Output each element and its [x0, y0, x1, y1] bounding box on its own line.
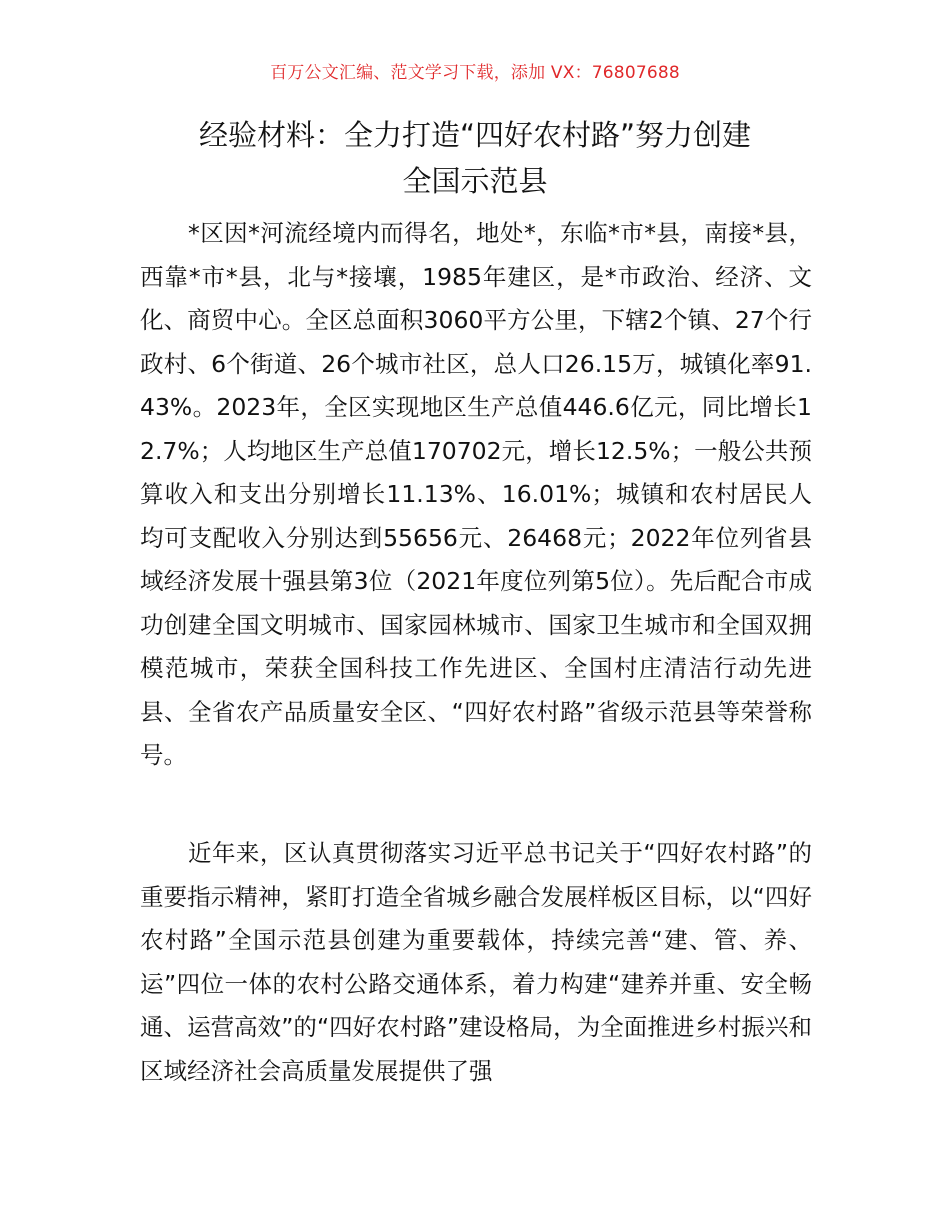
header-watermark-note: 百万公文汇编、范文学习下载，添加 VX：76807688: [270, 63, 680, 83]
document-title-line-2: 全国示范县: [402, 164, 548, 198]
document-title: [140, 112, 810, 204]
body-paragraph-1: *区因*河流经境内而得名，地处*，东临*市*县，南接*县，西靠*市*县，北与*接壤，1985年建区，是*市政治、经济、文化、商贸中心。全区总面积3060平方公里，下辖2个镇、27个行政村、6个街道、26个城市社区，总人口26.15万，城镇化率91.43%。2023年，全区实现地区生产总值446.6亿元，同比增长12.7%；人均地区生产总值170702元，增长12.5%；一般公共预算收入和支出分别增长11.13%、16.01%；城镇和农村居民人均可支配收入分别达到55656元、26468元；2022年位列省县域经济发展十强县第3位（2021年度位列第5位）。先后配合市成功创建全国文明城市、国家园林城市、国家卫生城市和全国双拥模范城市，荣获全国科技工作先进区、全国村庄清洁行动先进县、全省农产品质量安全区、“四好农村路”省级示范县等荣誉称号。: [140, 219, 812, 769]
body-paragraph-2: 近年来，区认真贯彻落实习近平总书记关于“四好农村路”的重要指示精神，紧盯打造全省城乡融合发展样板区目标，以“四好农村路”全国示范县创建为重要载体，持续完善“建、管、养、运”四位一体的农村公路交通体系，着力构建“建养并重、安全畅通、运营高效”的“四好农村路”建设格局，为全面推进乡村振兴和区域经济社会高质量发展提供了强: [140, 839, 812, 1085]
document-title-line-1: 经验材料：全力打造“四好农村路”努力创建: [198, 118, 752, 152]
